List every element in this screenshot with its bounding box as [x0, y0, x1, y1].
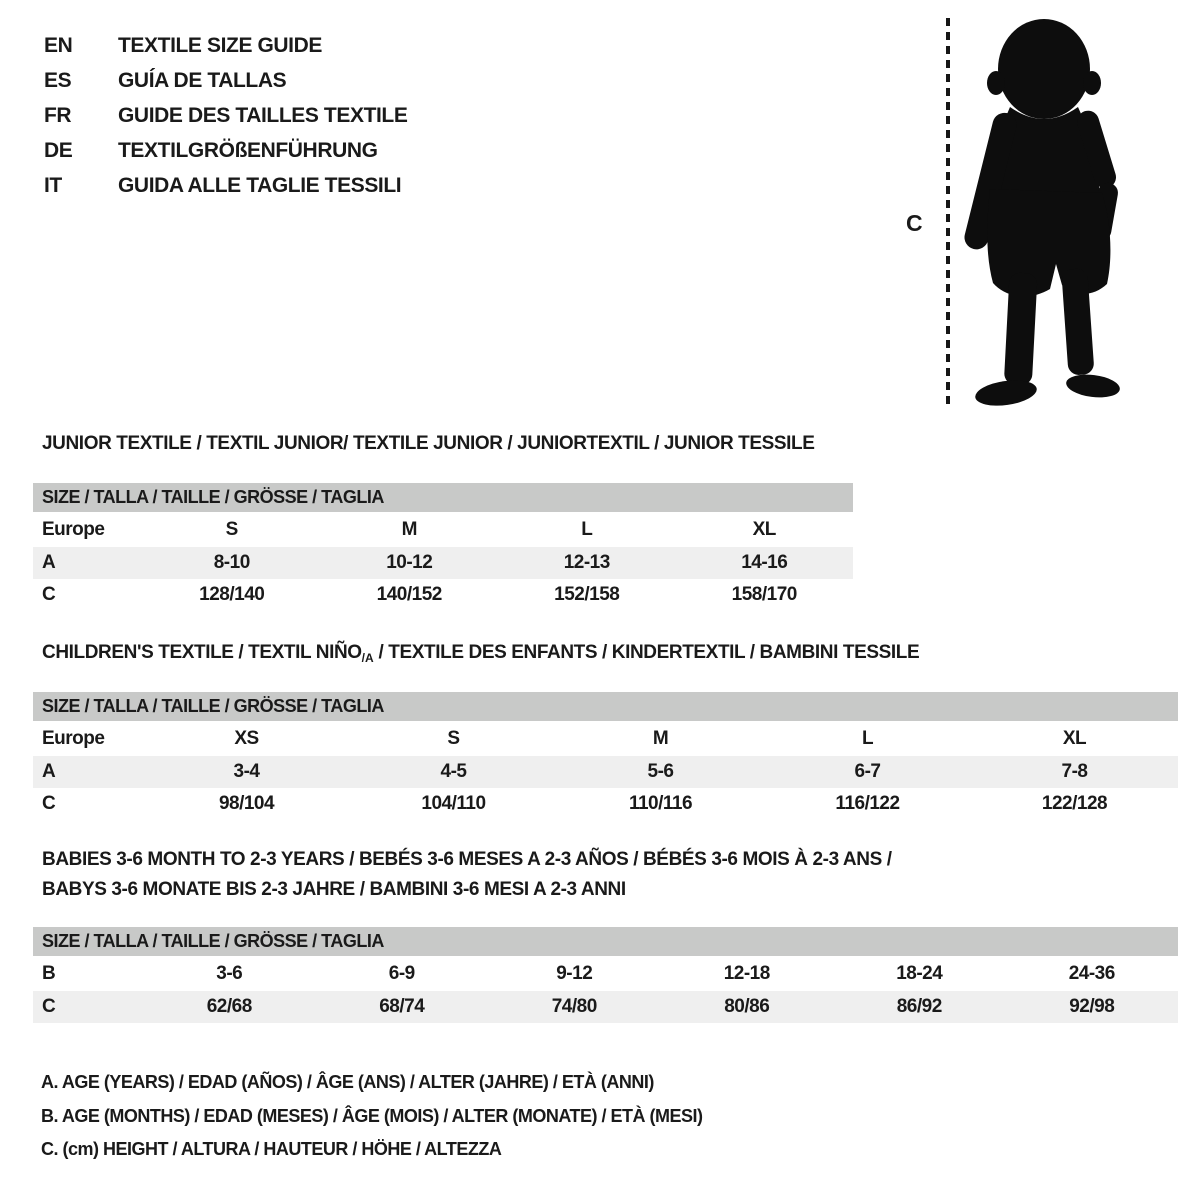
- size-cell: M: [401, 519, 417, 540]
- row-label: A: [42, 761, 56, 782]
- size-cell: 122/128: [1041, 793, 1108, 814]
- legend-notes: [41, 1066, 702, 1167]
- size-cell: 14-16: [741, 552, 788, 573]
- size-cell: L: [581, 519, 593, 540]
- language-title: TEXTILE SIZE GUIDE: [118, 34, 322, 57]
- size-cell: 12-13: [563, 552, 610, 573]
- language-title-list: [44, 28, 407, 203]
- language-title: GUIDE DES TAILLES TEXTILE: [118, 104, 408, 127]
- language-row: [44, 98, 407, 133]
- junior-section-title: JUNIOR TEXTILE / TEXTIL JUNIOR/ TEXTILE JUNIOR / JUNIORTEXTIL / JUNIOR TESSILE: [42, 433, 815, 454]
- size-cell: 86/92: [896, 996, 942, 1017]
- size-cell: 10-12: [386, 552, 433, 573]
- size-cell: L: [861, 728, 874, 749]
- babies-title-line-2: BABYS 3-6 MONATE BIS 2-3 JAHRE / BAMBINI 3-6 MESI A 2-3 ANNI: [42, 879, 626, 900]
- size-cell: 68/74: [379, 996, 425, 1017]
- size-cell: M: [652, 728, 669, 749]
- babies-title-line-1: BABIES 3-6 MONTH TO 2-3 YEARS / BEBÉS 3-6 MESES A 2-3 AÑOS / BÉBÉS 3-6 MOIS À 2-3 ANS /: [42, 849, 892, 870]
- row-label: Europe: [42, 519, 105, 540]
- height-measure-label: C: [906, 210, 923, 236]
- table-row: [33, 756, 1178, 788]
- size-cell: XS: [234, 728, 259, 749]
- size-cell: S: [447, 728, 460, 749]
- note-age-years: A. AGE (YEARS) / EDAD (AÑOS) / ÂGE (ANS) / ALTER (JAHRE) / ETÀ (ANNI): [41, 1072, 654, 1092]
- size-cell: 3-4: [233, 761, 260, 782]
- babies-size-table: [33, 927, 1178, 1023]
- row-label: B: [42, 963, 56, 984]
- table-row: [33, 721, 1178, 756]
- size-cell: XL: [1062, 728, 1087, 749]
- size-cell: 3-6: [216, 963, 243, 984]
- size-cell: 4-5: [440, 761, 467, 782]
- row-label: Europe: [42, 728, 105, 749]
- size-cell: 6-7: [854, 761, 881, 782]
- size-cell: 18-24: [896, 963, 943, 984]
- children-section-title: [42, 641, 919, 670]
- row-label: C: [42, 996, 56, 1017]
- children-title-main: CHILDREN'S TEXTILE / TEXTIL NIÑO: [42, 642, 362, 663]
- size-cell: 5-6: [647, 761, 674, 782]
- language-row: [44, 63, 407, 98]
- language-title: TEXTILGRÖßENFÜHRUNG: [118, 139, 378, 162]
- language-code: ES: [44, 69, 72, 92]
- row-label: C: [42, 584, 56, 605]
- row-label: A: [42, 552, 56, 573]
- table-row: [33, 579, 853, 611]
- table-row: [33, 956, 1178, 991]
- size-cell: 9-12: [556, 963, 593, 984]
- size-cell: 80/86: [724, 996, 770, 1017]
- size-cell: 8-10: [213, 552, 250, 573]
- size-cell: 74/80: [551, 996, 597, 1017]
- children-title-subscript: /A: [361, 651, 374, 665]
- size-cell: S: [225, 519, 238, 540]
- language-title: GUÍA DE TALLAS: [118, 69, 287, 92]
- language-row: [44, 168, 407, 203]
- table-row: [33, 788, 1178, 820]
- size-cell: 12-18: [723, 963, 770, 984]
- size-cell: 62/68: [206, 996, 252, 1017]
- size-cell: 152/158: [554, 584, 620, 605]
- language-code: IT: [44, 174, 62, 197]
- children-title-rest: / TEXTILE DES ENFANTS / KINDERTEXTIL / BAMBINI TESSILE: [373, 642, 920, 663]
- size-cell: 7-8: [1061, 761, 1088, 782]
- language-title: GUIDA ALLE TAGLIE TESSILI: [118, 174, 402, 197]
- table-row: [33, 547, 853, 579]
- size-header-bar: SIZE / TALLA / TAILLE / GRÖSSE / TAGLIA: [33, 927, 1178, 956]
- size-cell: 128/140: [199, 584, 265, 605]
- row-label: C: [42, 793, 56, 814]
- height-measure-dashed-line: [946, 18, 950, 404]
- size-cell: 6-9: [388, 963, 415, 984]
- size-header-bar: SIZE / TALLA / TAILLE / GRÖSSE / TAGLIA: [33, 692, 1178, 721]
- size-cell: 110/116: [628, 793, 693, 814]
- size-cell: 104/110: [421, 793, 486, 814]
- language-code: FR: [44, 104, 72, 127]
- size-header-bar: SIZE / TALLA / TAILLE / GRÖSSE / TAGLIA: [33, 483, 853, 512]
- table-row: [33, 991, 1178, 1023]
- language-row: [44, 28, 407, 63]
- children-size-table: [33, 692, 1178, 820]
- size-cell: 98/104: [218, 793, 275, 814]
- junior-size-table: [33, 483, 853, 611]
- note-age-months: B. AGE (MONTHS) / EDAD (MESES) / ÂGE (MOIS) / ALTER (MONATE) / ETÀ (MESI): [41, 1105, 703, 1126]
- language-code: DE: [44, 139, 73, 162]
- size-cell: 116/122: [835, 793, 900, 814]
- language-row: [44, 133, 407, 168]
- size-cell: 158/170: [731, 584, 797, 605]
- note-height-cm: C. (cm) HEIGHT / ALTURA / HAUTEUR / HÖHE / ALTEZZA: [41, 1139, 502, 1159]
- size-cell: 140/152: [376, 584, 442, 605]
- babies-section-title: [42, 845, 892, 905]
- size-cell: 24-36: [1068, 963, 1115, 984]
- language-code: EN: [44, 34, 73, 57]
- baby-silhouette: [962, 16, 1139, 418]
- size-cell: 92/98: [1069, 996, 1115, 1017]
- table-row: [33, 512, 853, 547]
- size-cell: XL: [752, 519, 776, 540]
